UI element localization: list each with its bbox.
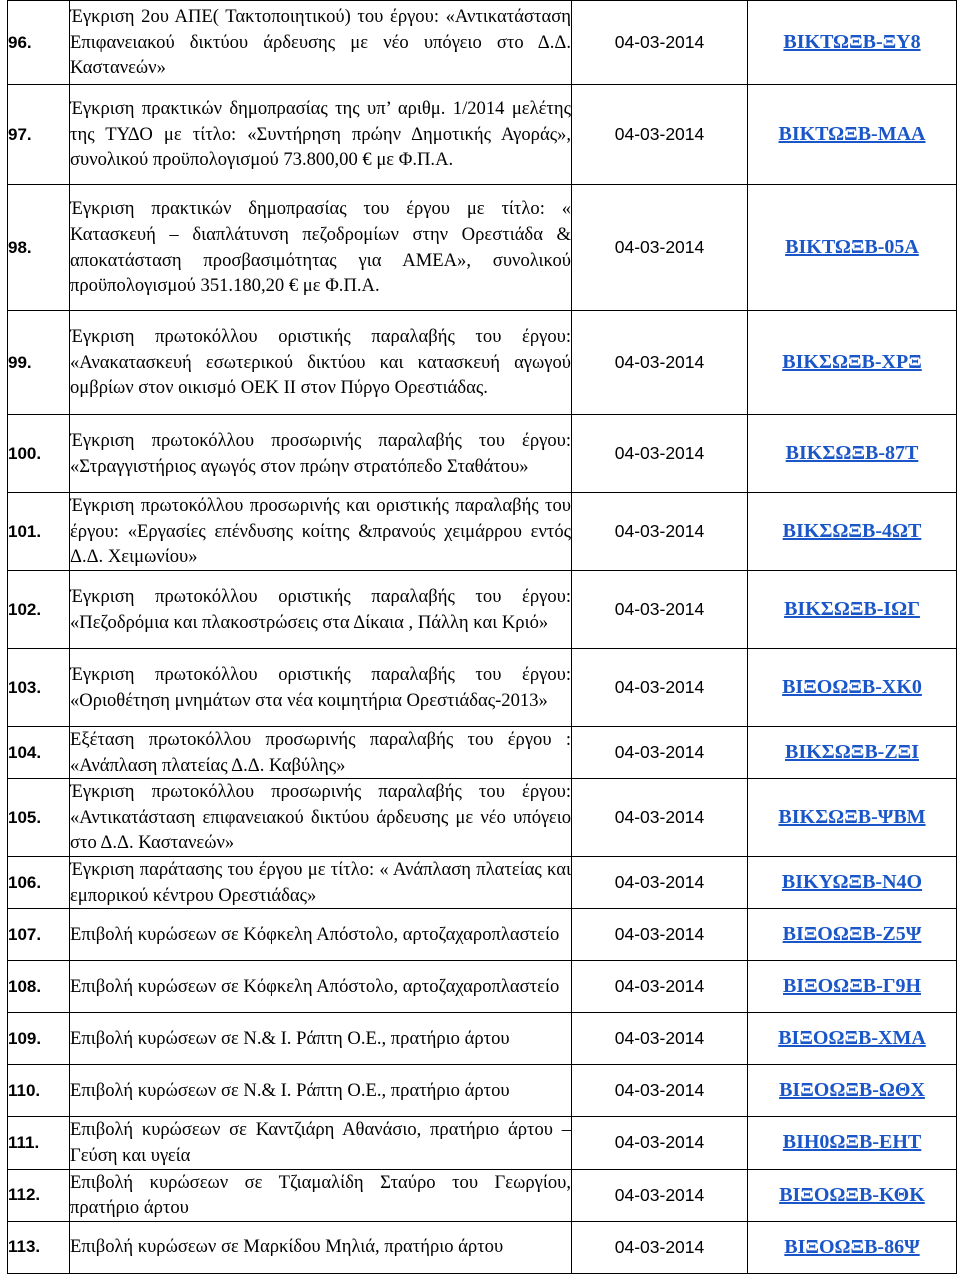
table-row [8,85,957,185]
ada-cell [748,493,957,571]
ada-link[interactable]: ΒΙΚΣΩΞΒ-87Τ [785,442,919,464]
item-description: Έγκριση πρωτοκόλλου οριστικής παραλαβής του έργου: «Πεζοδρόμια και πλακοστρώσεις στα Δίκαια , Πάλλη και Κριό» [70,571,572,649]
table-row [8,961,957,1013]
item-description: Έγκριση 2ου ΑΠΕ( Τακτοποιητικού) του έργου: «Αντικατάσταση Επιφανειακού δικτύου άρδευσης με νέο υπόγειο στο Δ.Δ. Καστανεών» [70,1,572,85]
item-description: Εξέταση πρωτοκόλλου προσωρινής παραλαβής του έργου : «Ανάπλαση πλατείας Δ.Δ. Καβύλης» [70,727,572,779]
decision-date: 04-03-2014 [572,1221,748,1273]
ada-link[interactable]: ΒΙΗ0ΩΞΒ-ΕΗΤ [782,1131,922,1154]
table-row [8,1169,957,1221]
ada-cell [748,1065,957,1117]
table-row [8,727,957,779]
item-description: Επιβολή κυρώσεων σε Τζιαμαλίδη Σταύρο του Γεωργίου, πρατήριο άρτου [70,1169,572,1221]
item-description: Επιβολή κυρώσεων σε Ν.& Ι. Ράπτη Ο.Ε., πρατήριο άρτου [70,1013,572,1065]
ada-cell [748,1,957,85]
decision-date: 04-03-2014 [572,415,748,493]
ada-link[interactable]: ΒΙΚΤΩΞΒ-05Α [785,236,919,258]
decision-date: 04-03-2014 [572,1,748,85]
item-description: Έγκριση πρωτοκόλλου προσωρινής παραλαβής του έργου: «Αντικατάσταση επιφανειακού δικτύου άρδευσης με νέο υπόγειο στο Δ.Δ. Καστανεών» [70,779,572,857]
decision-date: 04-03-2014 [572,185,748,311]
decision-date: 04-03-2014 [572,571,748,649]
item-number: 104. [8,727,70,779]
decision-date: 04-03-2014 [572,1065,748,1117]
ada-cell [748,85,957,185]
item-number: 100. [8,415,70,493]
ada-cell [748,311,957,415]
item-number: 97. [8,85,70,185]
ada-link[interactable]: ΒΙΞΟΩΞΒ-ΩΘΧ [779,1079,925,1102]
item-description: Έγκριση πρωτοκόλλου οριστικής παραλαβής του έργου: «Οριοθέτηση μνημάτων στα νέα κοιμητήρια Ορεστιάδας-2013» [70,649,572,727]
table-row [8,311,957,415]
ada-link[interactable]: ΒΙΞΟΩΞΒ-86Ψ [784,1235,920,1258]
ada-link[interactable]: ΒΙΞΟΩΞΒ-Ζ5Ψ [782,923,922,946]
table-row [8,649,957,727]
decision-date: 04-03-2014 [572,909,748,961]
table-row [8,857,957,909]
item-number: 111. [8,1117,70,1169]
item-description: Έγκριση πρωτοκόλλου οριστικής παραλαβής του έργου: «Ανακατασκευή εσωτερικού δικτύου και κατασκευή αγωγού ομβρίων στον οικισμό ΟΕΚ ΙΙ στον Πύργο Ορεστιάδας. [70,311,572,415]
decision-date: 04-03-2014 [572,1117,748,1169]
table-row [8,493,957,571]
item-number: 98. [8,185,70,311]
table-row [8,909,957,961]
ada-cell [748,415,957,493]
table-row [8,779,957,857]
ada-cell [748,961,957,1013]
ada-link[interactable]: ΒΙΚΤΩΞΒ-ΜΑΑ [778,123,926,145]
ada-link[interactable]: ΒΙΞΟΩΞΒ-Γ9Η [782,975,922,998]
item-number: 109. [8,1013,70,1065]
table-row [8,1013,957,1065]
ada-link[interactable]: ΒΙΚΣΩΞΒ-ΨΒΜ [778,806,926,829]
item-number: 106. [8,857,70,909]
item-description: Επιβολή κυρώσεων σε Κόφκελη Απόστολο, αρτοζαχαροπλαστείο [70,961,572,1013]
item-description: Επιβολή κυρώσεων σε Καντζιάρη Αθανάσιο, πρατήριο άρτου – Γεύση και υγεία [70,1117,572,1169]
decisions-table [7,0,957,1274]
item-number: 107. [8,909,70,961]
decisions-table-body [8,1,957,1274]
ada-cell [748,857,957,909]
item-number: 96. [8,1,70,85]
item-description: Έγκριση πρωτοκόλλου προσωρινής και οριστικής παραλαβής του έργου: «Εργασίες επένδυσης κοίτης &πρανούς χειμάρρου εντός Δ.Δ. Χειμωνίου» [70,493,572,571]
decision-date: 04-03-2014 [572,857,748,909]
ada-cell [748,185,957,311]
item-description: Επιβολή κυρώσεων σε Κόφκελη Απόστολο, αρτοζαχαροπλαστείο [70,909,572,961]
decision-date: 04-03-2014 [572,649,748,727]
ada-link[interactable]: ΒΙΚΥΩΞΒ-Ν4Ο [781,871,923,894]
ada-link[interactable]: ΒΙΞΟΩΞΒ-ΧΚ0 [782,676,922,698]
decision-date: 04-03-2014 [572,85,748,185]
table-row [8,571,957,649]
ada-cell [748,1013,957,1065]
decision-date: 04-03-2014 [572,493,748,571]
ada-link[interactable]: ΒΙΚΤΩΞΒ-ΞΥ8 [783,31,921,53]
table-row [8,1221,957,1273]
item-description: Έγκριση πρωτοκόλλου προσωρινής παραλαβής του έργου: «Στραγγιστήριος αγωγός στον πρώην στρατόπεδο Σταθάτου» [70,415,572,493]
item-number: 110. [8,1065,70,1117]
ada-cell [748,1169,957,1221]
item-number: 112. [8,1169,70,1221]
ada-cell [748,909,957,961]
ada-cell [748,1221,957,1273]
ada-link[interactable]: ΒΙΚΣΩΞΒ-ΙΩΓ [784,598,920,620]
item-description: Έγκριση πρακτικών δημοπρασίας του έργου με τίτλο: « Κατασκευή – διαπλάτυνση πεζοδρομίων στην Ορεστιάδα & αποκατάσταση προσβασιμότητας για ΑΜΕΑ», συνολικού προϋπολογισμού 351.180,20 € με Φ.Π.Α. [70,185,572,311]
ada-cell [748,571,957,649]
decision-date: 04-03-2014 [572,779,748,857]
item-description: Επιβολή κυρώσεων σε Μαρκίδου Μηλιά, πρατήριο άρτου [70,1221,572,1273]
table-row [8,1117,957,1169]
ada-cell [748,1117,957,1169]
ada-link[interactable]: ΒΙΚΣΩΞΒ-4ΩΤ [782,520,922,542]
item-number: 99. [8,311,70,415]
item-description: Έγκριση πρακτικών δημοπρασίας της υπ’ αριθμ. 1/2014 μελέτης της ΤΥΔΟ με τίτλο: «Συντήρηση πρώην Δημοτικής Αγοράς», συνολικού προϋπολογισμού 73.800,00 € με Φ.Π.Α. [70,85,572,185]
decision-date: 04-03-2014 [572,1169,748,1221]
ada-cell [748,649,957,727]
ada-link[interactable]: ΒΙΚΣΩΞΒ-ΧΡΞ [782,351,922,373]
item-number: 113. [8,1221,70,1273]
ada-link[interactable]: ΒΙΚΣΩΞΒ-ΖΞΙ [785,741,919,764]
item-number: 105. [8,779,70,857]
item-description: Επιβολή κυρώσεων σε Ν.& Ι. Ράπτη Ο.Ε., πρατήριο άρτου [70,1065,572,1117]
item-number: 102. [8,571,70,649]
table-row [8,1,957,85]
ada-link[interactable]: ΒΙΞΟΩΞΒ-ΚΘΚ [779,1183,925,1206]
item-number: 108. [8,961,70,1013]
item-number: 103. [8,649,70,727]
ada-link[interactable]: ΒΙΞΟΩΞΒ-ΧΜΑ [778,1027,926,1050]
ada-cell [748,779,957,857]
table-row [8,185,957,311]
decision-date: 04-03-2014 [572,727,748,779]
decision-date: 04-03-2014 [572,961,748,1013]
decision-date: 04-03-2014 [572,311,748,415]
item-description: Έγκριση παράτασης του έργου με τίτλο: « Ανάπλαση πλατείας και εμπορικού κέντρου Ορεστιάδας» [70,857,572,909]
table-row [8,1065,957,1117]
item-number: 101. [8,493,70,571]
decision-date: 04-03-2014 [572,1013,748,1065]
ada-cell [748,727,957,779]
table-row [8,415,957,493]
